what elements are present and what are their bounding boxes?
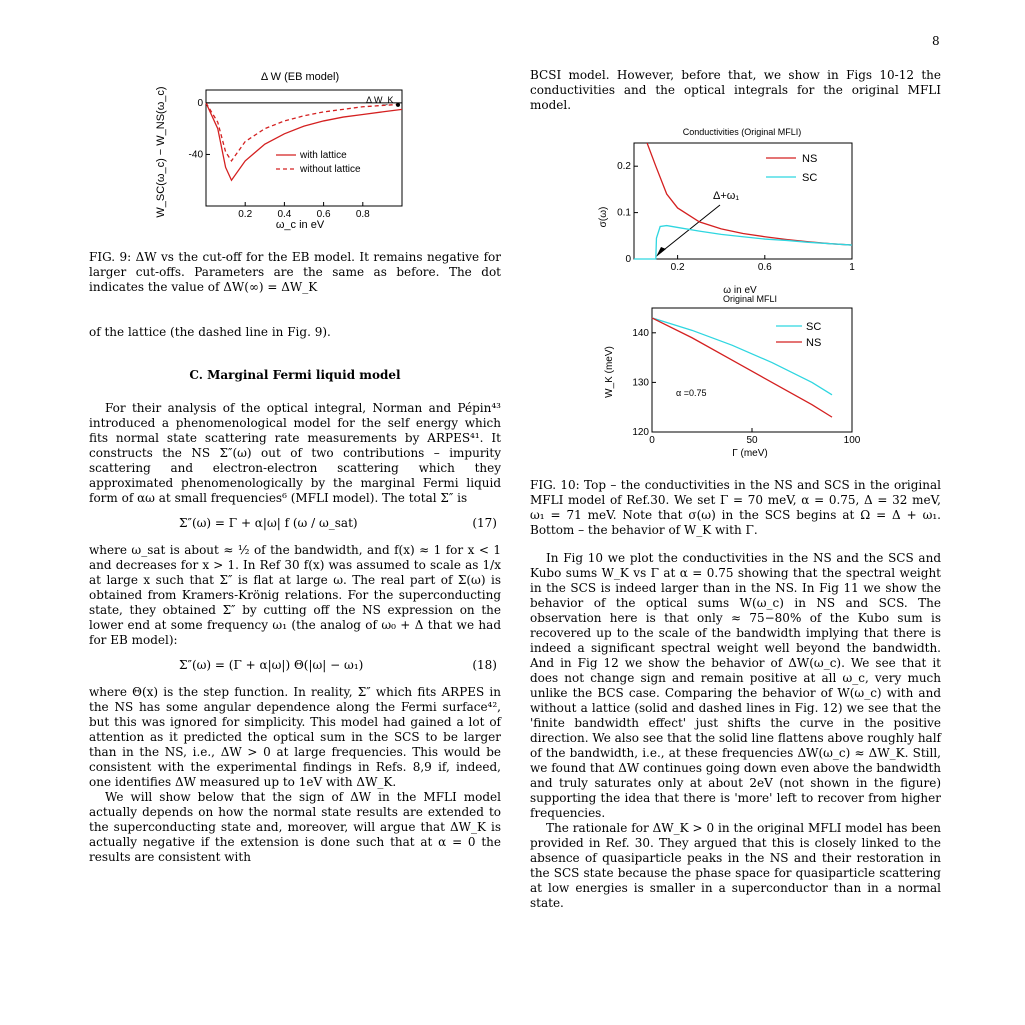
fig10top-xtick-label: 1 (849, 262, 855, 273)
fig10-top-title: Conductivities (Original MFLI) (682, 127, 802, 137)
para-fig10-discussion: In Fig 10 we plot the conductivities in the NS and the SCS and Kubo sums W_K vs Γ at α = 0.75 showing that the spectral weight in the SCS is indeed larger than in the NS. In Fig 11 we show the behavior of the optical sums W(ω_c) in NS and SCS. The observation here is that only ≈ 75−80% of the Kubo sum is recovered up to the scale of the bandwidth implying that there is indeed a significant spectral weight well beyond the bandwidth. And in Fig 12 we show the behavior of ΔW(ω_c). We see that it does not change sign and remain positive at all ω_c, very much unlike the BCS case. Comparing the behavior of W(ω_c) with and without a lattice (solid and dashed lines in Fig. 12) we see that the 'finite bandwidth effect' just shifts the curve in the positive direction. We also see that the solid line flattens above roughly half of the bandwidth, i.e., at these frequencies ΔW(ω_c) ≈ ΔW_K. Still, we found that ΔW continues going down even above the bandwidth and truly saturates only at about 2eV (not shown in the figure) supporting the idea that there is 'more' left to recover from higher frequencies. (530, 551, 941, 820)
fig10-bottom-annotation: α =0.75 (676, 388, 707, 398)
fig9-legend-without: without lattice (300, 164, 361, 175)
fig10bot-xtick-label: 100 (843, 435, 861, 446)
fig9-dw-dot (396, 103, 400, 107)
fig10bot-xtick-label: 0 (649, 435, 655, 446)
para-sign-dw: We will show below that the sign of ΔW in the MFLI model actually depends on how the normal state results are extended to the superconducting state and, moreover, will argue that ΔW_K is actually negative if the extension is done such that at α = 0 the results are consistent with (89, 790, 501, 864)
right-column-top (530, 68, 941, 113)
fig10-bottom-ylabel: W_K (meV) (604, 346, 615, 398)
fig9-ytick-label: 0 (197, 97, 203, 109)
fig9-ytick-label: -40 (188, 149, 203, 161)
fig9-frame (206, 90, 402, 206)
fig10bot-xtick-label: 50 (746, 435, 758, 446)
para-lattice: of the lattice (the dashed line in Fig. 9). (89, 325, 331, 339)
fig10-bottom-plot-area (632, 308, 860, 446)
fig10top-xtick-label: 0.6 (757, 262, 772, 273)
para-omega-sat: where ω_sat is about ≈ ½ of the bandwidth, and f(x) ≈ 1 for x < 1 and decreases for x > 1. In Ref 30 f(x) was assumed to scale as 1/x at large x such that Σ″ is flat at large ω. The real part of Σ(ω) is obtained from Kramers-Krönig relations. For the superconducting state, they obtained Σ″ by cutting off the NS expression on the lower end at some frequency ω₁ (the analog of ω₀ + Δ that we had for EB model): (89, 543, 501, 647)
fig10-caption-block (530, 478, 941, 538)
right-column-bottom (530, 551, 941, 911)
fig10top-ytick-label: 0 (625, 254, 631, 265)
figure-10-bottom (600, 292, 870, 460)
fig10bot-ytick-label: 130 (632, 377, 649, 389)
fig10bot-ytick-label: 140 (632, 327, 649, 339)
fig10top-series-ns (647, 143, 852, 245)
fig10-top-plot-area (617, 143, 855, 273)
fig10-caption: FIG. 10: Top – the conductivities in the NS and SCS in the original MFLI model of Ref.30. We set Γ = 70 meV, α = 0.75, Δ = 32 meV, ω₁ = 71 meV. Note that σ(ω) in the SCS begins at Ω = Δ + ω₁. Bottom – the behavior of W_K with Γ. (530, 478, 941, 537)
fig10-bottom-legend-sc: SC (806, 321, 822, 333)
fig9-xlabel: ω_c in eV (275, 219, 325, 231)
fig9-ylabel: W_SC(ω_c) − W_NS(ω_c) (155, 86, 167, 218)
fig9-annotation: Δ W_K (366, 95, 394, 105)
fig10top-frame (634, 143, 852, 259)
page-number: 8 (932, 34, 940, 48)
fig9-xtick-label: 0.4 (277, 209, 292, 220)
section-title: C. Marginal Fermi liquid model (189, 368, 401, 382)
fig9-xtick-label: 0.2 (238, 209, 253, 220)
fig9-legend-with: with lattice (300, 150, 347, 161)
equation-17 (89, 516, 501, 531)
eq18-number: (18) (472, 658, 497, 672)
eq17-number: (17) (472, 516, 497, 530)
fig9-xtick-label: 0.6 (316, 209, 331, 220)
fig10-bottom-title: Original MFLI (722, 294, 778, 304)
equation-18 (89, 658, 501, 673)
fig10-bottom-legend-ns: NS (806, 337, 822, 349)
para-bcsi: BCSI model. However, before that, we show in Figs 10-12 the conductivities and the optical integrals for the original MFLI model. (530, 68, 941, 112)
fig10-top-legend-ns: NS (802, 153, 818, 165)
fig9-xtick-label: 0.8 (355, 209, 370, 220)
fig10-top-legend-sc: SC (802, 172, 818, 184)
fig10-top-xlabel: ω in eV (723, 285, 757, 296)
fig9-caption: FIG. 9: ΔW vs the cut-off for the EB model. It remains negative for larger cut-offs. Parameters are the same as before. The dot indicates the value of ΔW(∞) = ΔW_K (89, 250, 501, 294)
fig10bot-series-sc (652, 318, 832, 395)
fig10top-ytick-label: 0.1 (617, 207, 631, 219)
eq17-body: Σ″(ω) = Γ + α|ω| f (ω / ω_sat) (179, 516, 358, 530)
fig10-top-annotation: Δ+ω₁ (713, 190, 740, 202)
left-column (89, 250, 501, 865)
fig10bot-ytick-label: 120 (632, 427, 649, 438)
eq18-body: Σ″(ω) = (Γ + α|ω|) Θ(|ω| − ω₁) (179, 658, 364, 672)
fig10-bottom-xlabel: Γ (meV) (732, 448, 768, 459)
figure-10-top (590, 125, 880, 297)
fig9-legend (276, 150, 361, 175)
fig10-top-ylabel: σ(ω) (598, 206, 609, 228)
para-step-function: where Θ(x) is the step function. In reality, Σ″ which fits ARPES in the NS has some angular dependence along the Fermi surface⁴², but this was ignored for simplicity. This model had gained a lot of attention as it predicted the optical sum in the SCS to be larger than in the NS, i.e., ΔW > 0 at large frequencies. This would be consistent with the experimental findings in Refs. 8,9 if, indeed, one identifies ΔW measured up to 1eV with ΔW_K. (89, 685, 501, 789)
para-mfli-intro: For their analysis of the optical integral, Norman and Pépin⁴³ introduced a phenomenological model for the self energy which fits normal state scattering rate measurements by ARPES⁴¹. It constructs the NS Σ″(ω) out of two contributions – impurity scattering and electron-electron scattering which they approximated phenomenologically by the marginal Fermi liquid form of αω at small frequencies⁶ (MFLI model). The total Σ″ is (89, 401, 501, 505)
fig9-title: Δ W (EB model) (260, 71, 340, 83)
fig10top-ytick-label: 0.2 (617, 161, 631, 173)
figure-9 (150, 66, 410, 236)
fig10top-xtick-label: 0.2 (670, 262, 685, 273)
fig10bot-series-ns (652, 318, 832, 417)
para-rationale: The rationale for ΔW_K > 0 in the original MFLI model has been provided in Ref. 30. They argued that this is closely linked to the absence of quasiparticle peaks in the NS and their restoration in the SCS state because the phase space for quasiparticle scattering at low energies is smaller in a superconductor than in a normal state. (530, 821, 941, 910)
